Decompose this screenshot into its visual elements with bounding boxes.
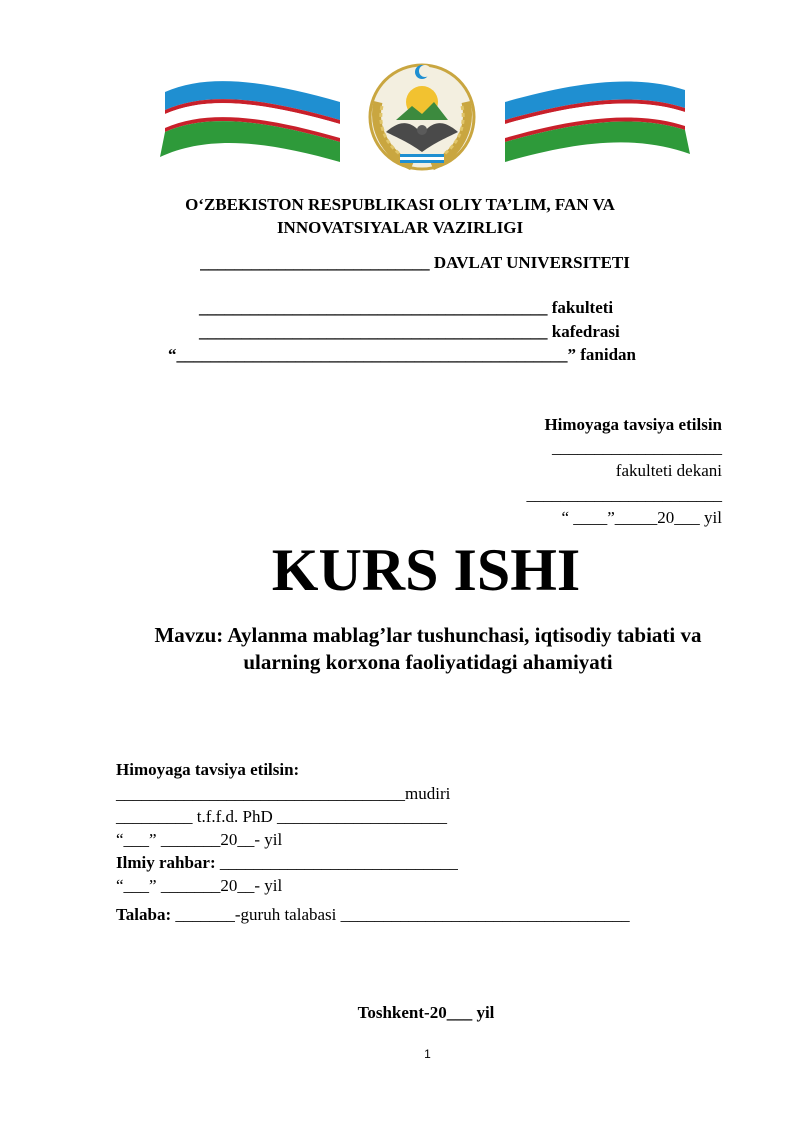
student-row bbox=[116, 904, 630, 926]
approval-top-date: “ ____”_____20___ yil bbox=[561, 508, 722, 527]
student-line: _______-guruh talabasi __________________________________ bbox=[171, 905, 630, 924]
approval-top-line-2: _______________________ bbox=[526, 485, 722, 504]
student-label: Talaba: bbox=[116, 905, 172, 924]
approval-bottom-title: Himoyaga tavsiya etilsin: bbox=[116, 760, 300, 779]
advisor-row bbox=[116, 852, 458, 874]
advisor-label: Ilmiy rahbar: bbox=[116, 853, 216, 872]
chair-line: _________________________________________ kafedrasi bbox=[199, 322, 620, 341]
page-number: 1 bbox=[424, 1047, 431, 1061]
approval-top-title: Himoyaga tavsiya etilsin bbox=[544, 415, 722, 434]
subject-line: “______________________________________________” fanidan bbox=[168, 345, 636, 364]
uzbekistan-emblem-icon bbox=[150, 62, 695, 172]
approval-top-line-1: ____________________ bbox=[552, 438, 722, 457]
faculty-line: _________________________________________ fakulteti bbox=[199, 298, 614, 317]
approval-date-2: “___” _______20__- yil bbox=[116, 876, 283, 895]
approval-date-1: “___” _______20__- yil bbox=[116, 830, 283, 849]
university-line: ___________________________ DAVLAT UNIVERSITETI bbox=[200, 253, 630, 272]
advisor-line: ____________________________ bbox=[215, 853, 458, 872]
topic-line-2: ularning korxona faoliyatidagi ahamiyati bbox=[243, 650, 613, 674]
topic-line-1: Mavzu: Aylanma mablag’lar tushunchasi, iqtisodiy tabiati va bbox=[154, 623, 702, 647]
degree-line: _________ t.f.f.d. PhD ____________________ bbox=[116, 807, 448, 826]
dean-label: fakulteti dekani bbox=[615, 461, 722, 480]
state-emblem-banner bbox=[150, 62, 695, 172]
document-title: KURS ISHI bbox=[271, 537, 581, 603]
department-head-line: __________________________________mudiri bbox=[116, 784, 451, 803]
ministry-line-2: INNOVATSIYALAR VAZIRLIGI bbox=[276, 218, 524, 237]
ministry-line-1: O‘ZBEKISTON RESPUBLIKASI OLIY TA’LIM, FAN VA bbox=[185, 195, 615, 214]
city-year: Toshkent-20___ yil bbox=[357, 1003, 495, 1022]
